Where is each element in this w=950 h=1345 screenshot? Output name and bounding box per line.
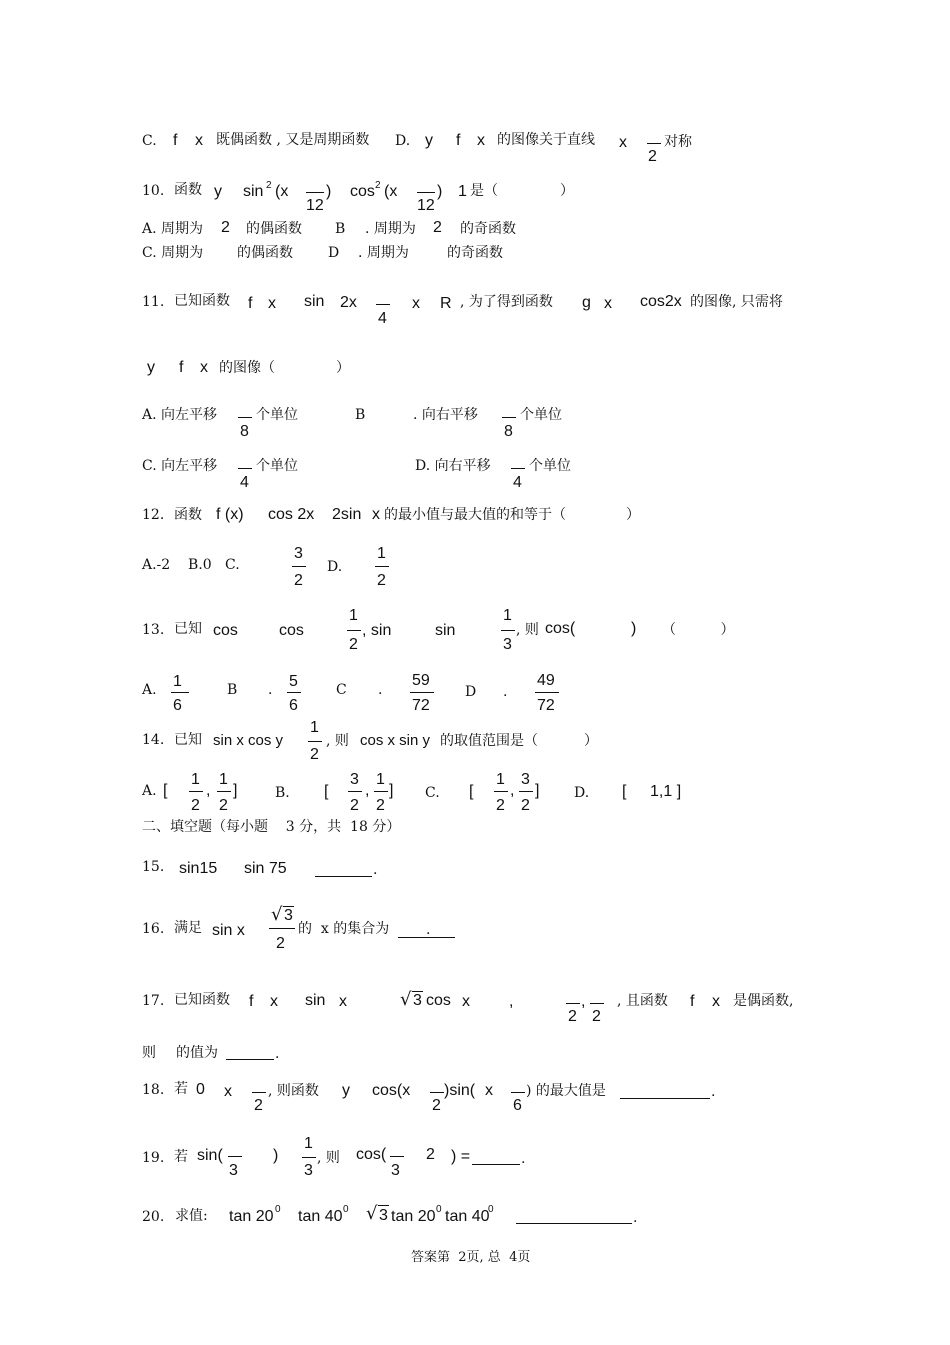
q14-option-c-num1: 1 xyxy=(496,771,505,788)
q17-frac-bar-2 xyxy=(590,1003,604,1004)
q13-option-b-num: 5 xyxy=(289,673,298,690)
q20-label: 求值: xyxy=(175,1208,208,1224)
q11-option-d-bar xyxy=(511,468,525,469)
q20-dot: . xyxy=(633,1210,638,1226)
q19-two: 2 xyxy=(426,1146,435,1163)
q11-close-paren: ） xyxy=(336,360,350,376)
q19-den-2: 3 xyxy=(391,1162,400,1179)
q14-option-b-rbracket: ] xyxy=(389,782,394,799)
q17-radicand: 3 xyxy=(413,992,422,1009)
q16-frac-bar xyxy=(269,928,295,929)
q18-frac-bar-1 xyxy=(252,1092,266,1093)
q14-option-c-rbracket: ] xyxy=(535,782,540,799)
q15-a: sin15 xyxy=(179,860,218,877)
q18-dot: . xyxy=(711,1084,716,1100)
q14-expr2: cos x sin y xyxy=(360,732,431,749)
q18-number: 18. xyxy=(142,1082,165,1098)
q9-option-d: D. xyxy=(395,133,411,149)
q19-cos: cos( xyxy=(356,1146,387,1163)
q14-option-d: D. xyxy=(574,785,590,801)
section-fill-in-heading: 二、填空题（每小题 3 分，共 18 分） xyxy=(142,819,401,835)
q15-dot: . xyxy=(373,862,378,878)
q11-option-a: A. 向左平移 xyxy=(142,407,218,423)
q14-expr: sin x cos y xyxy=(213,732,284,749)
q13-bar-1 xyxy=(347,630,361,631)
q12-tail: 的最小值与最大值的和等于（ xyxy=(384,507,566,523)
q13-option-c-den: 72 xyxy=(412,697,430,714)
q10-paren-x1: (x xyxy=(275,183,289,200)
q13-number: 13. xyxy=(142,622,165,638)
q14-ze: , 则 xyxy=(326,733,349,749)
q10-option-c-text: 的偶函数 xyxy=(237,245,293,261)
q14-option-b-bar1 xyxy=(348,791,362,792)
q13-cos-close: ) xyxy=(631,620,637,637)
q18-label: 若 xyxy=(174,1081,188,1097)
q11-x3: x xyxy=(604,295,612,312)
q13-ze: , 则 xyxy=(516,622,539,638)
q11-den: 4 xyxy=(378,310,387,327)
q19-den: 3 xyxy=(304,1162,313,1179)
q12-option-c-num: 3 xyxy=(294,545,303,562)
q11-2x: 2x xyxy=(340,294,357,311)
q10-option-a-text: 的偶函数 xyxy=(246,221,302,237)
q11-tail2: 的图像（ xyxy=(219,360,275,376)
q12-close-paren: ） xyxy=(626,507,640,523)
q11-x2: x xyxy=(412,295,420,312)
q17-line2-a: 则 xyxy=(142,1045,156,1061)
q16-sqrt-icon: √ xyxy=(271,904,283,925)
q13-option-a-num: 1 xyxy=(173,673,182,690)
q14-option-a: A. xyxy=(142,783,157,799)
q16-radicand: 3 xyxy=(284,907,293,924)
q17-den-1: 2 xyxy=(568,1008,577,1025)
q10-cos-power: 2 xyxy=(375,180,381,191)
q17-frac-bar-1 xyxy=(566,1003,580,1004)
q12-option-c-bar xyxy=(292,566,306,567)
q14-label: 已知 xyxy=(174,732,202,748)
q17-line2-b: 的值为 xyxy=(176,1045,218,1061)
q12-label: 函数 xyxy=(174,507,202,523)
q15-b: sin 75 xyxy=(244,860,287,877)
q16-number: 16. xyxy=(142,921,165,937)
q14-option-a-num2: 1 xyxy=(219,771,228,788)
q14-option-c-bar2 xyxy=(519,791,533,792)
q11-tail: 的图像, 只需将 xyxy=(690,294,783,310)
q10-cos: cos xyxy=(350,183,375,200)
q11-option-c-den: 4 xyxy=(240,474,249,491)
q9-f2: f xyxy=(456,132,461,149)
q11-option-a-unit: 个单位 xyxy=(256,407,298,423)
q13-option-b-den: 6 xyxy=(289,697,298,714)
q10-label: 函数 xyxy=(174,182,202,198)
q13-option-a: A. xyxy=(142,682,157,698)
q17-comma-2: , xyxy=(581,993,586,1010)
q10-option-d-text: . 周期为 xyxy=(358,245,409,261)
q19-label: 若 xyxy=(174,1149,188,1165)
q11-R: R xyxy=(440,295,452,312)
q11-label: 已知函数 xyxy=(174,293,230,309)
q13-option-b: B xyxy=(227,682,238,698)
q13-sin: , sin xyxy=(362,622,392,639)
q19-dot: . xyxy=(521,1151,526,1167)
q18-tail: ) 的最大值是 xyxy=(526,1083,606,1099)
q10-close-paren: ） xyxy=(560,183,574,199)
q20-term-b: tan 40 xyxy=(298,1208,343,1225)
q12-option-d-num: 1 xyxy=(377,545,386,562)
q14-option-a-den1: 2 xyxy=(191,797,200,814)
q11-option-b-text: . 向右平移 xyxy=(413,407,478,423)
q14-option-a-comma: , xyxy=(206,782,211,799)
q20-sqrt-icon: √ xyxy=(366,1203,378,1224)
q11-option-d-unit: 个单位 xyxy=(529,458,571,474)
q17-answer-blank[interactable] xyxy=(226,1059,274,1060)
q10-one: 1 xyxy=(458,183,467,200)
q13-cos2: cos xyxy=(279,622,304,639)
q11-frac-bar xyxy=(376,304,390,305)
q14-option-c-bar1 xyxy=(494,791,508,792)
q9-f: f xyxy=(173,132,178,149)
q14-option-c-comma: , xyxy=(510,782,515,799)
q10-shi: 是（ xyxy=(470,183,498,199)
q17-x4: x xyxy=(712,993,720,1010)
q17-x3: x xyxy=(462,993,470,1010)
q16-den: 2 xyxy=(276,935,285,952)
q9-x: x xyxy=(195,132,203,149)
q18-sin: )sin( xyxy=(444,1082,476,1099)
q18-cos: cos(x xyxy=(372,1082,411,1099)
q11-option-b-bar xyxy=(502,417,516,418)
q10-option-a-two: 2 xyxy=(221,219,230,236)
q13-option-d-dot: . xyxy=(503,684,508,700)
q9-x2: x xyxy=(477,132,485,149)
q12-x: x xyxy=(372,506,380,523)
q20-term-c-degree: 0 xyxy=(436,1204,442,1215)
q14-option-a-bar1 xyxy=(189,791,203,792)
q14-num: 1 xyxy=(310,719,319,736)
q19-number: 19. xyxy=(142,1150,165,1166)
q11-option-b-den: 8 xyxy=(504,423,513,440)
q13-option-d-num: 49 xyxy=(537,672,555,689)
q20-number: 20. xyxy=(142,1209,165,1225)
q13-cos-open: cos( xyxy=(545,620,576,637)
q14-option-a-den2: 2 xyxy=(219,797,228,814)
q14-option-c-den2: 2 xyxy=(521,797,530,814)
q13-label: 已知 xyxy=(174,621,202,637)
q11-option-b-unit: 个单位 xyxy=(520,407,562,423)
q14-option-a-lbracket: [ xyxy=(163,782,168,799)
q9-fraction-bar xyxy=(647,143,661,144)
q20-radicand: 3 xyxy=(379,1207,388,1224)
q11-f: f xyxy=(248,295,253,312)
q12-cos2x: cos 2x xyxy=(268,506,315,523)
q10-sin-power: 2 xyxy=(266,180,272,191)
q13-option-d-bar xyxy=(535,692,559,693)
q13-option-b-bar xyxy=(287,692,301,693)
q14-option-d-lbracket: [ xyxy=(622,783,627,800)
q14-option-c-den1: 2 xyxy=(496,797,505,814)
q14-tail: 的取值范围是（ xyxy=(440,733,538,749)
q10-sin: sin xyxy=(243,183,264,200)
q19-frac-bar-3 xyxy=(390,1156,404,1157)
q11-option-a-den: 8 xyxy=(240,423,249,440)
q10-close-1: ) xyxy=(326,183,332,200)
q19-frac-bar-2 xyxy=(302,1157,316,1158)
q11-sin: sin xyxy=(304,293,325,310)
q10-option-d: D xyxy=(328,245,340,261)
q10-option-b-text: . 周期为 xyxy=(365,221,416,237)
q13-bar-2 xyxy=(501,630,515,631)
q14-option-b: B. xyxy=(275,785,290,801)
q14-option-a-bar2 xyxy=(217,791,231,792)
q17-x2: x xyxy=(339,993,347,1010)
q14-option-a-num1: 1 xyxy=(191,771,200,788)
q12-option-d-bar xyxy=(375,566,389,567)
q18-x2: x xyxy=(485,1082,493,1099)
q14-option-c: C. xyxy=(425,785,440,801)
q20-term-c: tan 20 xyxy=(391,1208,436,1225)
q10-den-1: 12 xyxy=(306,197,324,214)
q16-label: 满足 xyxy=(174,920,202,936)
q14-option-a-rbracket: ] xyxy=(233,782,238,799)
q15-answer-blank[interactable] xyxy=(315,876,372,877)
q14-option-b-comma: , xyxy=(365,782,370,799)
q17-cos: cos xyxy=(426,992,451,1009)
q19-ze: , 则 xyxy=(317,1150,340,1166)
q13-den-2: 3 xyxy=(503,636,512,653)
q18-zero: 0 xyxy=(196,1081,205,1098)
q11-number: 11. xyxy=(142,294,165,310)
q19-num: 1 xyxy=(304,1135,313,1152)
q18-frac-bar-3 xyxy=(511,1092,525,1093)
q12-number: 12. xyxy=(142,507,165,523)
q13-option-c-num: 59 xyxy=(412,672,430,689)
q14-option-c-num2: 3 xyxy=(521,771,530,788)
q18-den-1: 2 xyxy=(254,1097,263,1114)
q18-x: x xyxy=(224,1083,232,1100)
q11-option-a-bar xyxy=(238,417,252,418)
q10-option-b-tail: 的奇函数 xyxy=(460,221,516,237)
q18-den-2: 2 xyxy=(432,1097,441,1114)
q19-answer-blank[interactable] xyxy=(472,1164,520,1165)
q9-y: y xyxy=(425,132,433,149)
q13-sin2: sin xyxy=(435,622,456,639)
q13-option-b-dot: . xyxy=(268,682,273,698)
q11-option-d-den: 4 xyxy=(513,474,522,491)
q13-answer-paren: （ ） xyxy=(662,622,735,638)
q17-dot: . xyxy=(275,1046,280,1062)
q12-option-c-den: 2 xyxy=(294,572,303,589)
q14-option-b-lbracket: [ xyxy=(324,783,329,800)
q16-sinx: sin x xyxy=(212,922,245,939)
q14-option-b-num1: 3 xyxy=(350,771,359,788)
q10-paren-x2: (x xyxy=(384,183,398,200)
q13-cos1: cos xyxy=(213,622,238,639)
q14-number: 14. xyxy=(142,732,165,748)
q10-option-a: A. 周期为 xyxy=(142,221,204,237)
q9-option-c-text: 既偶函数 , 又是周期函数 xyxy=(216,132,370,148)
q14-option-d-value: 1,1 ] xyxy=(650,783,682,800)
q14-close-paren: ） xyxy=(584,733,598,749)
q10-frac-bar-1 xyxy=(306,192,324,193)
q16-tail: 的 x 的集合为 xyxy=(298,921,390,937)
q19-frac-bar-1 xyxy=(228,1156,242,1157)
q17-number: 17. xyxy=(142,993,165,1009)
q10-y: y xyxy=(214,183,222,200)
q13-den-1: 2 xyxy=(349,636,358,653)
q17-f: f xyxy=(249,993,254,1010)
q17-tail2: 是偶函数, xyxy=(733,993,794,1009)
q13-option-c-dot: . xyxy=(378,682,383,698)
q14-den: 2 xyxy=(310,746,319,763)
q17-f2: f xyxy=(690,993,695,1010)
q10-den-2: 12 xyxy=(417,197,435,214)
q19-den-1: 3 xyxy=(229,1162,238,1179)
q9-tail: 对称 xyxy=(664,134,692,150)
q13-num-1: 1 xyxy=(349,607,358,624)
q18-y: y xyxy=(342,1082,350,1099)
q14-option-b-num2: 1 xyxy=(376,771,385,788)
q20-sqrt-bar xyxy=(378,1205,389,1206)
q10-option-d-tail: 的奇函数 xyxy=(447,245,503,261)
q20-term-a-degree: 0 xyxy=(275,1204,281,1215)
q14-option-b-den2: 2 xyxy=(376,797,385,814)
q13-option-c: C xyxy=(336,682,347,698)
q13-option-c-bar xyxy=(410,692,434,693)
q10-option-b-two: 2 xyxy=(433,219,442,236)
q11-mid: , 为了得到函数 xyxy=(460,294,553,310)
q11-option-b: B xyxy=(355,407,366,423)
q12-2sin: 2sin xyxy=(332,506,362,523)
q17-comma: , xyxy=(509,993,514,1010)
q18-mid: , 则函数 xyxy=(268,1083,319,1099)
q18-den-3: 6 xyxy=(513,1097,522,1114)
q20-term-b-degree: 0 xyxy=(343,1204,349,1215)
q12-options: A.-2 B.0 C. xyxy=(142,557,240,573)
q11-option-c-bar xyxy=(238,468,252,469)
q14-option-b-den1: 2 xyxy=(350,797,359,814)
q19-sin: sin( xyxy=(197,1147,223,1164)
q20-term-d-degree: 0 xyxy=(488,1204,494,1215)
q10-option-b: B xyxy=(335,221,346,237)
page-footer: 答案第 2页, 总 4页 xyxy=(411,1250,531,1265)
q11-g: g xyxy=(582,294,591,311)
q14-bar xyxy=(308,741,322,742)
q17-den-2: 2 xyxy=(592,1008,601,1025)
q17-tail: , 且函数 xyxy=(617,993,668,1009)
q11-option-d: D. 向右平移 xyxy=(415,458,491,474)
q13-num-2: 1 xyxy=(503,607,512,624)
q11-x4: x xyxy=(200,359,208,376)
q20-term-d: tan 40 xyxy=(445,1208,490,1225)
q10-number: 10. xyxy=(142,183,165,199)
q10-frac-bar-2 xyxy=(417,192,435,193)
q15-number: 15. xyxy=(142,859,165,875)
q14-option-c-lbracket: [ xyxy=(469,783,474,800)
q11-option-c: C. 向左平移 xyxy=(142,458,218,474)
q17-sin: sin xyxy=(305,992,326,1009)
q13-option-d-den: 72 xyxy=(537,697,555,714)
q11-f2: f xyxy=(179,359,184,376)
q9-x3: x xyxy=(619,134,627,151)
q13-option-a-bar xyxy=(171,692,189,693)
q19-close-eq: ) = xyxy=(451,1148,471,1165)
q9-den: 2 xyxy=(648,148,657,165)
q20-answer-blank[interactable] xyxy=(516,1223,632,1224)
q18-frac-bar-2 xyxy=(430,1092,444,1093)
q17-label: 已知函数 xyxy=(174,992,230,1008)
q11-x: x xyxy=(268,295,276,312)
q13-option-a-den: 6 xyxy=(173,697,182,714)
q9-option-d-text: 的图像关于直线 xyxy=(497,132,595,148)
q12-option-d-den: 2 xyxy=(377,572,386,589)
q18-answer-blank[interactable] xyxy=(620,1098,710,1099)
q11-cos2x: cos2x xyxy=(640,293,682,310)
q17-x: x xyxy=(270,993,278,1010)
q12-fx: f (x) xyxy=(216,506,244,523)
q10-close-2: ) xyxy=(437,183,443,200)
q13-option-d: D xyxy=(465,684,477,700)
q11-y: y xyxy=(147,359,155,376)
q17-sqrt-icon: √ xyxy=(400,989,412,1010)
q11-option-c-unit: 个单位 xyxy=(256,458,298,474)
q12-option-d: D. xyxy=(327,559,343,575)
q9-option-c: C. xyxy=(142,133,157,149)
q10-option-c: C. 周期为 xyxy=(142,245,204,261)
q20-term-a: tan 20 xyxy=(229,1208,274,1225)
q16-dot: . xyxy=(426,922,431,938)
q14-option-b-bar2 xyxy=(374,791,388,792)
q19-close: ) xyxy=(273,1147,279,1164)
